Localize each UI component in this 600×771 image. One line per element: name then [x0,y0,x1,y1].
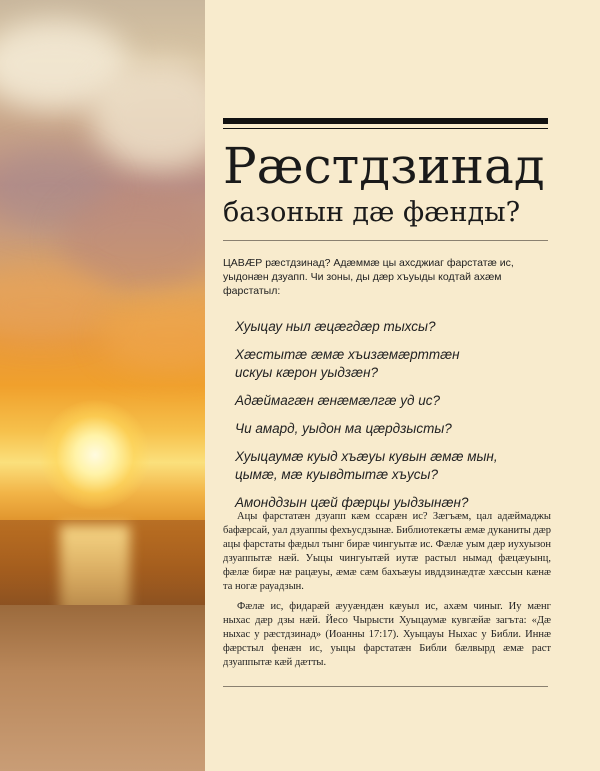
question-item: Хуыцау ныл æцæгдæр тыхсы? [235,319,436,334]
question-list [235,318,545,522]
question-item: Хæстытæ æмæ хъизæмæрттæн искуы кæрон уыдзæн? [235,347,460,380]
question-item: Хуыцаумæ куыд хъæуы кувын æмæ мын, цымæ, мæ куывдтытæ хъусы? [235,449,498,482]
question-item: Адæймагæн æнæмæлгæ уд ис? [235,393,441,408]
section-divider [223,240,548,241]
beach [0,605,205,771]
article-panel [205,0,600,771]
sunset-beach-photo [0,0,205,771]
body-paragraph: Фæлæ ис, фидарæй æууæндæн кæуыл ис, ахæм чиныг. Иу мæнг ныхас дæр дзы нæй. Йесо Чырысти Хуыцаумæ кувгæйæ загъта: «Дæ ныхас у рæстдзинад» (Иоанны 17:17). Хуыцауы Ныхас у Библи. Иннæ фæрстыл фенæн ис, уыцы фарстатæн Библи бæлвырд æмæ раст дзуаппытæ кæй дæтты. [223,601,551,668]
body-paragraph: Ацы фарстатæн дзуапп кæм ссарæн ис? Зæгъæм, цал адæймаджы бафæрсай, уал дзуаппы фехъусдзынæ. Библиотекæты æмæ дуканиты дæр ацы фарстаты фæдыл тынг бирæ чингуытæ ис. Фæлæ уым дæр иухуызон дзуаппытæ нæй. Уыцы чингуытæй иутæ растыл нымад фæцæуынц, фæлæ бирæ нæ рацæуы, æмæ сæм бахъæуы ивддзинæдтæ хæссын кæнæ та ногæ рауадзын. [223,511,552,592]
body-text [223,510,551,676]
title-rule-thin [223,128,548,129]
question-item: Амонддзын цæй фæрцы уыдзынæн? [235,495,469,510]
bottom-divider [223,686,548,687]
sun [40,400,150,510]
title-rule-thick [223,118,548,124]
article-subtitle: базонын дæ фæнды? [223,197,521,228]
intro-text: ЦАВÆР рæстдзинад? Адæммæ цы ахсджиаг фарстатæ ис, уыдонæн дзуапп. Чи зоны, ды дæр хъуыды кодтай ахæм фарстатыл: [223,257,514,297]
article-title: Рæстдзинад [223,137,545,195]
question-item: Чи амард, уыдон ма цæрдзысты? [235,421,452,436]
